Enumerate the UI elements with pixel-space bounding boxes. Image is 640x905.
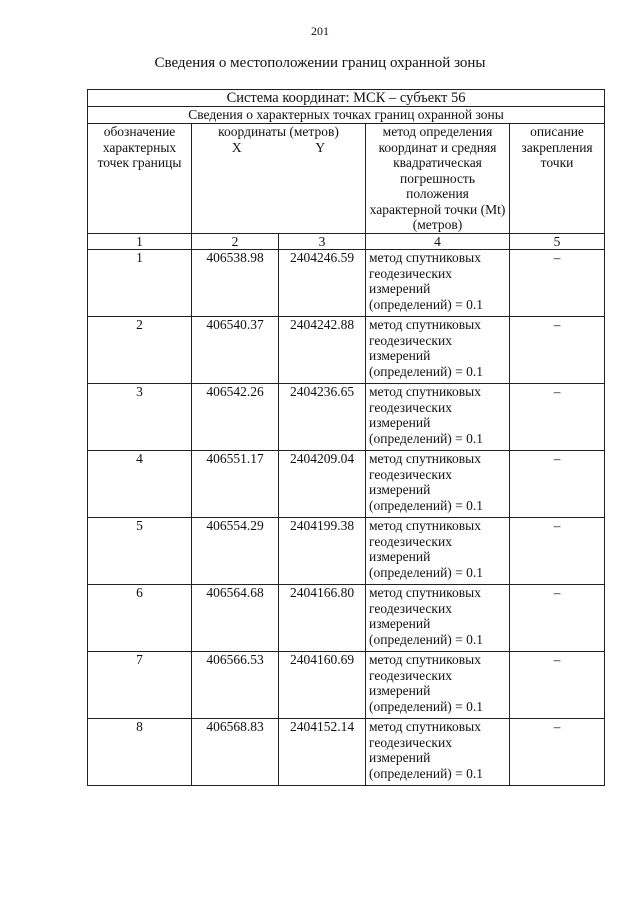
table-row — [88, 451, 605, 518]
coordinate-system-title: Система координат: МСК – субъект 56 — [88, 90, 605, 107]
point-designation: 3 — [88, 384, 192, 451]
point-designation: 6 — [88, 585, 192, 652]
y-coordinate: 2404152.14 — [279, 719, 366, 786]
column-number: 3 — [279, 233, 366, 250]
table-row — [88, 384, 605, 451]
table-subtitle: Сведения о характерных точках границ охранной зоны — [88, 107, 605, 124]
x-coordinate: 406564.68 — [192, 585, 279, 652]
method-description: метод спутниковых геодезических измерений (определений) = 0.1 — [366, 250, 510, 317]
header-fixing-description: описание закрепления точки — [510, 124, 605, 234]
y-coordinate: 2404209.04 — [279, 451, 366, 518]
header-coordinates — [192, 124, 366, 234]
y-coordinate: 2404246.59 — [279, 250, 366, 317]
method-description: метод спутниковых геодезических измерений (определений) = 0.1 — [366, 652, 510, 719]
fixing-description: – — [510, 652, 605, 719]
point-designation: 2 — [88, 317, 192, 384]
table-row — [88, 317, 605, 384]
fixing-description: – — [510, 451, 605, 518]
header-coordinates-label: координаты (метров) — [218, 124, 339, 139]
y-coordinate: 2404160.69 — [279, 652, 366, 719]
x-coordinate: 406542.26 — [192, 384, 279, 451]
column-number-row — [88, 233, 605, 250]
fixing-description: – — [510, 719, 605, 786]
column-number: 4 — [366, 233, 510, 250]
x-coordinate: 406568.83 — [192, 719, 279, 786]
point-designation: 5 — [88, 518, 192, 585]
method-description: метод спутниковых геодезических измерений (определений) = 0.1 — [366, 384, 510, 451]
fixing-description: – — [510, 518, 605, 585]
point-designation: 8 — [88, 719, 192, 786]
table-row — [88, 719, 605, 786]
y-coordinate: 2404199.38 — [279, 518, 366, 585]
fixing-description: – — [510, 317, 605, 384]
method-description: метод спутниковых геодезических измерений (определений) = 0.1 — [366, 518, 510, 585]
header-row — [88, 124, 605, 234]
method-description: метод спутниковых геодезических измерений (определений) = 0.1 — [366, 585, 510, 652]
table-row — [88, 518, 605, 585]
y-coordinate: 2404236.65 — [279, 384, 366, 451]
page-heading: Сведения о местоположении границ охранной зоны — [154, 55, 486, 71]
fixing-description: – — [510, 384, 605, 451]
point-designation: 1 — [88, 250, 192, 317]
header-y: Y — [315, 139, 326, 155]
fixing-description: – — [510, 250, 605, 317]
y-coordinate: 2404166.80 — [279, 585, 366, 652]
boundary-points-table — [87, 89, 605, 786]
x-coordinate: 406554.29 — [192, 518, 279, 585]
method-description: метод спутниковых геодезических измерений (определений) = 0.1 — [366, 451, 510, 518]
column-number: 1 — [88, 233, 192, 250]
table-row — [88, 585, 605, 652]
page-number: 201 — [311, 24, 329, 38]
x-coordinate: 406538.98 — [192, 250, 279, 317]
header-method: метод определения координат и средняя квадратическая погрешность положения характерной точки (Mt) (метров) — [366, 124, 510, 234]
header-point-designation: обозначение характерных точек границы — [88, 124, 192, 234]
y-coordinate: 2404242.88 — [279, 317, 366, 384]
x-coordinate: 406566.53 — [192, 652, 279, 719]
table-row — [88, 652, 605, 719]
x-coordinate: 406540.37 — [192, 317, 279, 384]
point-designation: 7 — [88, 652, 192, 719]
table-row — [88, 250, 605, 317]
method-description: метод спутниковых геодезических измерений (определений) = 0.1 — [366, 719, 510, 786]
point-designation: 4 — [88, 451, 192, 518]
column-number: 2 — [192, 233, 279, 250]
column-number: 5 — [510, 233, 605, 250]
method-description: метод спутниковых геодезических измерений (определений) = 0.1 — [366, 317, 510, 384]
header-x: X — [231, 139, 242, 155]
fixing-description: – — [510, 585, 605, 652]
x-coordinate: 406551.17 — [192, 451, 279, 518]
